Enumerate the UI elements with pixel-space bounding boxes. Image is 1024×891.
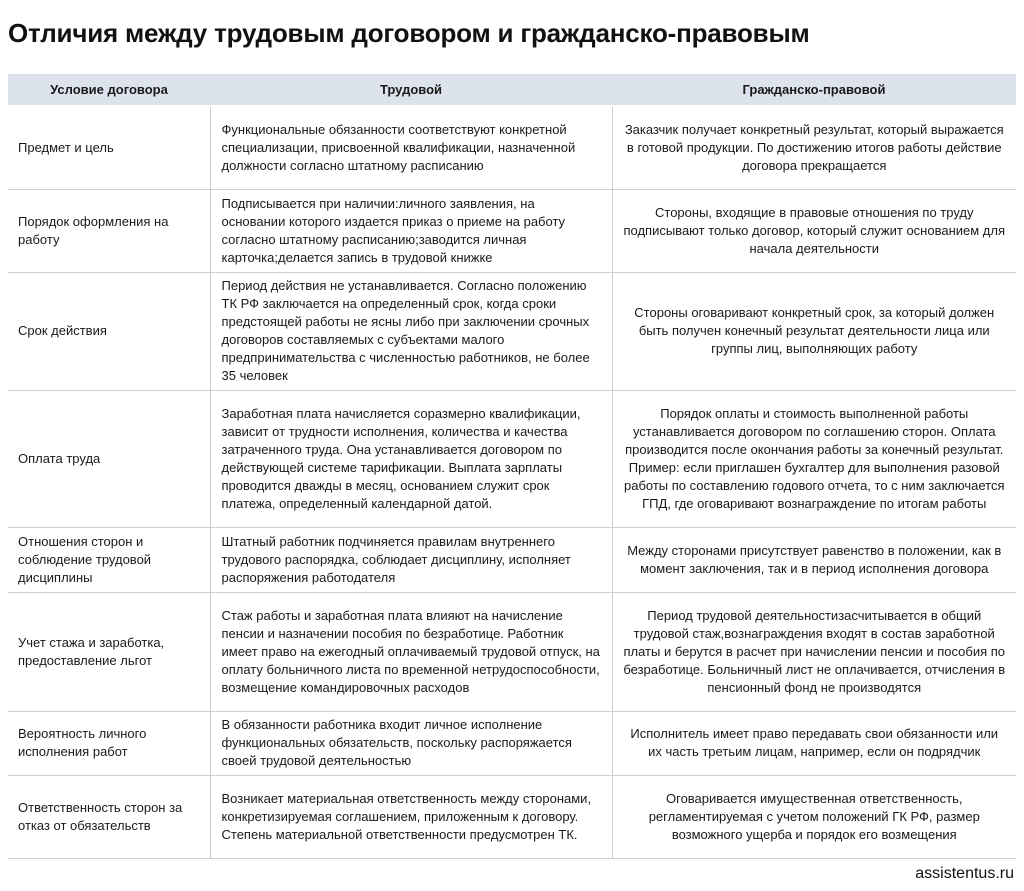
labor-cell: Заработная плата начисляется соразмерно квалификации, зависит от трудности исполнения, количества и качества затраченного труда. Она устанавливается договором по действующей системе тарификации. Выплата зарплаты проводится дважды в месяц, основанием служит срок платежа, определенный календарной датой. xyxy=(210,390,612,527)
condition-cell: Срок действия xyxy=(8,272,210,390)
labor-cell: Штатный работник подчиняется правилам внутреннего трудового распорядка, соблюдает дисциплину, исполняет распоряжения работодателя xyxy=(210,527,612,592)
page-title: Отличия между трудовым договором и гражданско-правовым xyxy=(8,18,810,48)
civil-cell: Заказчик получает конкретный результат, который выражается в готовой продукции. По достижению итогов работы действие договора прекращается xyxy=(612,106,1016,189)
civil-cell: Стороны, входящие в правовые отношения по труду подписывают только договор, который служит основанием для начала деятельности xyxy=(612,189,1016,272)
condition-cell: Отношения сторон и соблюдение трудовой дисциплины xyxy=(8,527,210,592)
civil-cell: Период трудовой деятельностизасчитывается в общий трудовой стаж,вознаграждения входят в состав заработной платы и берутся в расчет при начислении пенсии и пособия по безработице. Больничный лист не оплачивается, отчисления в пенсионный фонд не производятся xyxy=(612,592,1016,711)
table-row xyxy=(8,189,1016,272)
column-header-condition: Условие договора xyxy=(8,74,210,106)
column-header-civil: Гражданско-правовой xyxy=(612,74,1016,106)
table-row xyxy=(8,272,1016,390)
condition-cell: Учет стажа и заработка, предоставление льгот xyxy=(8,592,210,711)
site-watermark: assistentus.ru xyxy=(915,865,1014,882)
labor-cell: Подписывается при наличии:личного заявления, на основании которого издается приказ о приеме на работу согласно штатному расписанию;заводится личная карточка;делается запись в трудовой книжке xyxy=(210,189,612,272)
labor-cell: Возникает материальная ответственность между сторонами, конкретизируемая соглашением, приложенным к договору. Степень материальной ответственности предусмотрен ТК. xyxy=(210,775,612,858)
labor-cell: В обязанности работника входит личное исполнение функциональных обязательств, поскольку распоряжается своей трудовой деятельностью xyxy=(210,711,612,775)
table-row xyxy=(8,775,1016,858)
civil-cell: Между сторонами присутствует равенство в положении, как в момент заключения, так и в период исполнения договора xyxy=(612,527,1016,592)
table-row xyxy=(8,527,1016,592)
condition-cell: Предмет и цель xyxy=(8,106,210,189)
labor-cell: Функциональные обязанности соответствуют конкретной специализации, присвоенной квалификации, назначенной должности согласно штатному расписанию xyxy=(210,106,612,189)
condition-cell: Ответственность сторон за отказ от обязательств xyxy=(8,775,210,858)
table-row xyxy=(8,106,1016,189)
condition-cell: Оплата труда xyxy=(8,390,210,527)
condition-cell: Вероятность личного исполнения работ xyxy=(8,711,210,775)
comparison-table xyxy=(8,74,1016,859)
table-row xyxy=(8,592,1016,711)
civil-cell: Исполнитель имеет право передавать свои обязанности или их часть третьим лицам, например, если он подрядчик xyxy=(612,711,1016,775)
labor-cell: Период действия не устанавливается. Согласно положению ТК РФ заключается на определенный срок, когда сроки предстоящей работы не ясны либо при заключении срочных договоров составляемых с субъектами малого предпринимательства с численностью работников, не более 35 человек xyxy=(210,272,612,390)
civil-cell: Стороны оговаривают конкретный срок, за который должен быть получен конечный результат деятельности лица или группы лиц, выполняющих работу xyxy=(612,272,1016,390)
table-row xyxy=(8,711,1016,775)
condition-cell: Порядок оформления на работу xyxy=(8,189,210,272)
civil-cell: Порядок оплаты и стоимость выполненной работы устанавливается договором по соглашению сторон. Оплата производится после окончания работы за конечный результат. Пример: если приглашен бухгалтер для выполнения разовой работы по составлению годового отчета, то с ним заключается ГПД, где оговаривают вознаграждение по итогам работы xyxy=(612,390,1016,527)
labor-cell: Стаж работы и заработная плата влияют на начисление пенсии и назначении пособия по безработице. Работник имеет право на ежегодный оплачиваемый трудовой отпуск, на оплату больничного листа по временной нетрудоспособности, возмещение командировочных расходов xyxy=(210,592,612,711)
column-header-labor: Трудовой xyxy=(210,74,612,106)
civil-cell: Оговаривается имущественная ответственность, регламентируемая с учетом положений ГК РФ, размер возможного ущерба и порядок его возмещения xyxy=(612,775,1016,858)
table-header-row xyxy=(8,74,1016,106)
table-row xyxy=(8,390,1016,527)
